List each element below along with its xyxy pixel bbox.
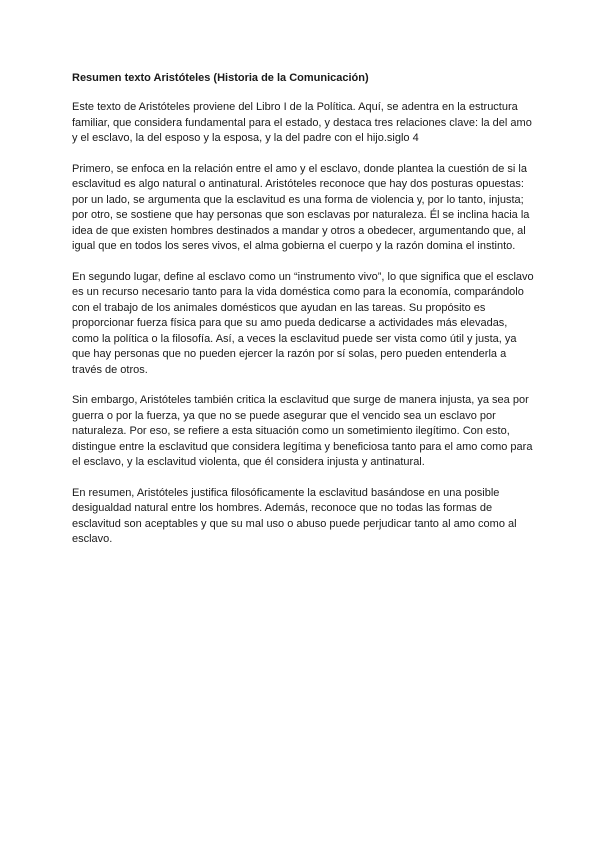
document-page [72, 71, 534, 563]
paragraph-intro: Este texto de Aristóteles proviene del Libro I de la Política. Aquí, se adentra en la estructura familiar, que considera fundamental para el estado, y destaca tres relaciones clave: la del amo y el esclavo, la del esposo y la esposa, y la del padre con el hijo.siglo 4 [72, 101, 532, 144]
paragraph-critique: Sin embargo, Aristóteles también critica la esclavitud que surge de manera injusta, ya sea por guerra o por la fuerza, ya que no se puede asegurar que el vencido sea un esclavo por naturaleza. Por eso, se refiere a esta situación como un sometimiento ilegítimo. Con esto, distingue entre la esclavitud que considera legítima y beneficiosa tanto para el amo como para el esclavo, y la esclavitud violenta, que él considera injusta y antinatural. [72, 394, 533, 468]
paragraph-first-point: Primero, se enfoca en la relación entre el amo y el esclavo, donde plantea la cuestión de si la esclavitud es algo natural o antinatural. Aristóteles reconoce que hay dos posturas opuestas: por un lado, se argumenta que la esclavitud es una forma de violencia y, por lo tanto, injusta; por otro, se sostiene que hay personas que son esclavas por naturaleza. Él se inclina hacia la idea de que existen hombres destinados a mandar y otros a obedecer, argumentando que, al igual que en todos los seres vivos, el alma gobierna el cuerpo y la razón domina el instinto. [72, 162, 530, 252]
paragraph-second-point: En segundo lugar, define al esclavo como un “instrumento vivo”, lo que significa que el esclavo es un recurso necesario tanto para la vida doméstica como para la economía, comparándolo con el trabajo de los animales domésticos que ayudan en las tareas. Su propósito es proporcionar fuerza física para que su amo pueda dedicarse a actividades más elevadas, como la política o la filosofía. Así, a veces la esclavitud puede ser vista como útil y justa, ya que hay personas que no pueden ejercer la razón por sí solas, pero pueden entenderla a través de otros. [72, 270, 534, 376]
document-title: Resumen texto Aristóteles (Historia de la Comunicación) [72, 72, 369, 84]
paragraph-conclusion: En resumen, Aristóteles justifica filosóficamente la esclavitud basándose en una posible desigualdad natural entre los hombres. Además, reconoce que no todas las formas de esclavitud son aceptables y que su mal uso o abuso puede perjudicar tanto al amo como al esclavo. [72, 486, 517, 545]
